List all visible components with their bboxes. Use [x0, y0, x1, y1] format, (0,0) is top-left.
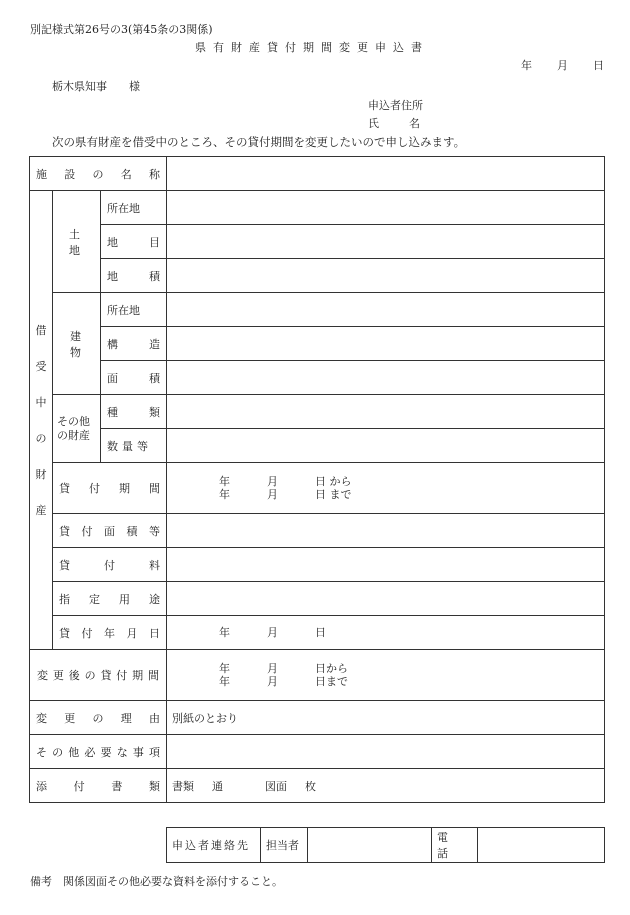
footnote: 備考 関係図面その他必要な資料を添付すること。 — [30, 875, 283, 888]
loan-area-field[interactable] — [167, 514, 605, 548]
building-area-field[interactable] — [167, 361, 605, 395]
date-year: 年 — [521, 59, 532, 72]
other-kind-field[interactable] — [167, 395, 605, 429]
building-label: 建物 — [53, 293, 101, 395]
form-title: 県有財産貸付期間変更申込書 — [195, 41, 429, 54]
attachments-label: 添 付 書 類 — [30, 769, 167, 803]
form-reference: 別記様式第26号の3(第45条の3関係) — [30, 23, 213, 36]
loan-date-day: 日 — [315, 626, 327, 639]
loan-fee-label: 貸 付 料 — [53, 548, 167, 582]
reason-field[interactable]: 別紙のとおり — [167, 701, 605, 735]
loan-date-month: 月 — [267, 626, 279, 639]
contact-table — [166, 827, 605, 863]
new-month: 月 — [267, 662, 279, 675]
land-area-field[interactable] — [167, 259, 605, 293]
phone-label: 電話 — [432, 828, 478, 863]
applicant-name-label — [368, 115, 420, 131]
label-justified: 施 設 の 名 称 — [36, 167, 160, 181]
period-year-2: 年 — [219, 488, 231, 501]
period-year: 年 — [219, 475, 231, 488]
other-property-line-1: その他 — [57, 414, 90, 428]
new-until: 日まで — [315, 675, 349, 688]
person-field[interactable] — [308, 828, 432, 863]
intro-text: 次の県有財産を借受中のところ、その貸付期間を変更したいので申し込みます。 — [52, 135, 466, 149]
attachments-field[interactable] — [167, 769, 605, 803]
phone-field[interactable] — [478, 828, 605, 863]
other-kind-label: 種 類 — [101, 395, 167, 429]
land-location-label — [101, 191, 167, 225]
loan-fee-field[interactable] — [167, 548, 605, 582]
person-label: 担当者 — [261, 828, 308, 863]
other-quantity-text: 数量等 — [107, 439, 152, 453]
new-from: 日から — [315, 662, 349, 675]
period-until: 日 まで — [315, 488, 352, 501]
addressee — [52, 78, 140, 94]
name-label-2: 名 — [409, 117, 420, 130]
land-location-field[interactable] — [167, 191, 605, 225]
period-from: 日 から — [315, 475, 352, 488]
other-quantity-label — [101, 429, 167, 463]
facility-name-field[interactable] — [167, 157, 605, 191]
land-category-field[interactable] — [167, 225, 605, 259]
attach-drawings: 図面 — [265, 779, 288, 793]
building-location-label — [101, 293, 167, 327]
reason-label: 変 更 の 理 由 — [30, 701, 167, 735]
loan-date-year: 年 — [219, 626, 231, 639]
other-quantity-field[interactable] — [167, 429, 605, 463]
loan-period-field[interactable] — [167, 463, 605, 514]
land-label: 土地 — [53, 191, 101, 293]
new-month-2: 月 — [267, 675, 279, 688]
date-line — [0, 57, 604, 73]
building-structure-label: 構 造 — [101, 327, 167, 361]
loan-period-label: 貸 付 期 間 — [53, 463, 167, 514]
other-property-label — [53, 395, 101, 463]
period-month-2: 月 — [267, 488, 279, 501]
applicant-address-label: 申込者住所 — [368, 99, 423, 112]
addressee-name: 栃木県知事 — [52, 80, 107, 93]
other-matters-label: そ の 他 必 要 な 事 項 — [30, 735, 167, 769]
loan-date-field[interactable] — [167, 616, 605, 650]
other-matters-field[interactable] — [167, 735, 605, 769]
attach-copies: 通 — [212, 779, 224, 793]
building-location-field[interactable] — [167, 293, 605, 327]
name-label-1: 氏 — [368, 117, 379, 130]
building-area-label: 面 積 — [101, 361, 167, 395]
land-location-text: 所在地 — [107, 201, 140, 215]
land-area-label: 地 積 — [101, 259, 167, 293]
addressee-honorific: 様 — [129, 80, 140, 93]
date-day: 日 — [593, 59, 604, 72]
land-category-label: 地 目 — [101, 225, 167, 259]
borrowed-property-label: 借 受 中 の 財 産 — [30, 191, 53, 650]
contact-label: 申込者連絡先 — [167, 828, 261, 863]
new-year-2: 年 — [219, 675, 231, 688]
new-year: 年 — [219, 662, 231, 675]
facility-name-label — [30, 157, 167, 191]
loan-area-label: 貸 付 面 積 等 — [53, 514, 167, 548]
designated-use-label: 指 定 用 途 — [53, 582, 167, 616]
building-location-text: 所在地 — [107, 303, 140, 317]
attach-docs: 書類 — [172, 779, 195, 793]
date-month: 月 — [557, 59, 568, 72]
loan-date-label: 貸 付 年 月 日 — [53, 616, 167, 650]
attach-sheets: 枚 — [305, 779, 317, 793]
new-period-label: 変 更 後 の 貸 付 期 間 — [30, 650, 167, 701]
application-form-table — [29, 156, 605, 803]
period-month: 月 — [267, 475, 279, 488]
new-period-field[interactable] — [167, 650, 605, 701]
building-structure-field[interactable] — [167, 327, 605, 361]
other-property-line-2: の財産 — [57, 428, 90, 442]
designated-use-field[interactable] — [167, 582, 605, 616]
